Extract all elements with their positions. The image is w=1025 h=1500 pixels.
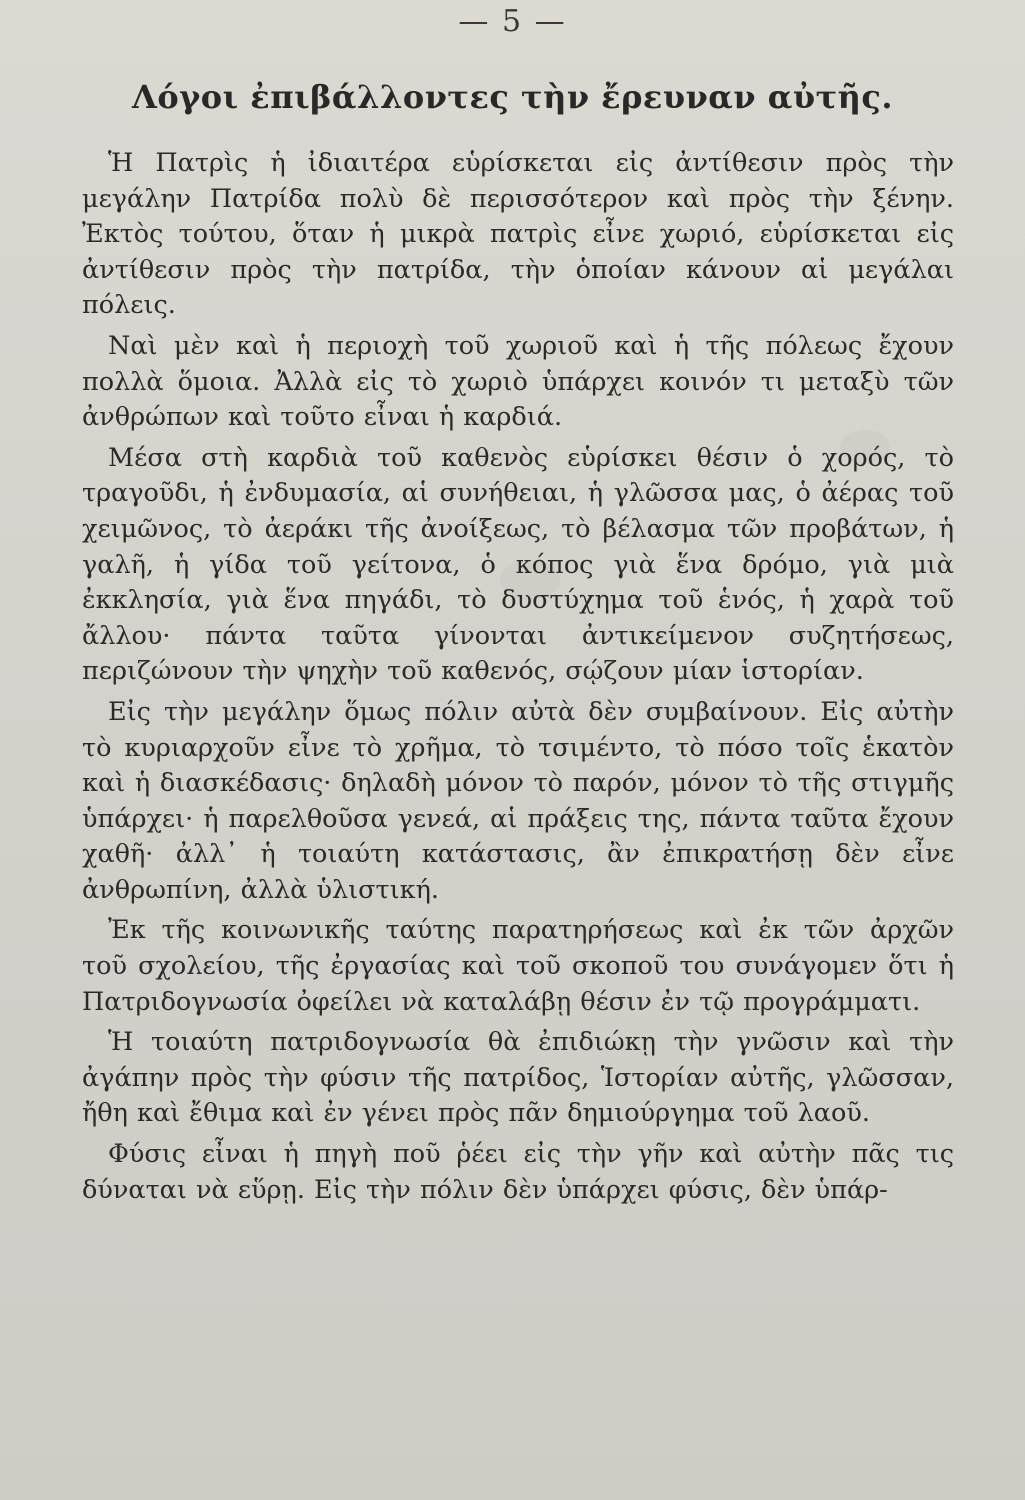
paragraph: Εἰς τὴν μεγάλην ὅμως πόλιν αὐτὰ δὲν συμβαίνουν. Εἰς αὐτὴν τὸ κυριαρχοῦν εἶνε τὸ χρῆμα, τὸ τσιμέντο, τὸ πόσο τοῖς ἑκατὸν καὶ ἡ διασκέδασις· δηλαδὴ μόνον τὸ παρόν, μόνον τὸ τῆς στιγμῆς ὑπάρχει· ἡ παρελθοῦσα γενεά, αἱ πράξεις της, πάντα ταῦτα ἔχουν χαθῆ· ἀλλ᾿ ἡ τοιαύτη κατάστασις, ἂν ἐπικρατήσῃ δὲν εἶνε ἀνθρωπίνη, ἀλλὰ ὑλιστική. — [82, 696, 954, 905]
body-text — [82, 146, 954, 1213]
section-heading: Λόγοι ἐπιβάλλοντες τὴν ἔρευναν αὐτῆς. — [132, 78, 893, 116]
paragraph: Ἡ Πατρὶς ἡ ἰδιαιτέρα εὑρίσκεται εἰς ἀντίθεσιν πρὸς τὴν μεγάλην Πατρίδα πολὺ δὲ περισσότερον καὶ πρὸς τὴν ξένην. Ἐκτὸς τούτου, ὅταν ἡ μικρὰ πατρὶς εἶνε χωριό, εὑρίσκεται εἰς ἀντίθεσιν πρὸς τὴν πατρίδα, τὴν ὁποίαν κάνουν αἱ μεγάλαι πόλεις. — [82, 148, 954, 321]
paragraph: Ναὶ μὲν καὶ ἡ περιοχὴ τοῦ χωριοῦ καὶ ἡ τῆς πόλεως ἔχουν πολλὰ ὅμοια. Ἀλλὰ εἰς τὸ χωριὸ ὑπάρχει κοινόν τι μεταξὺ τῶν ἀνθρώπων καὶ τοῦτο εἶναι ἡ καρδιά. — [82, 330, 954, 433]
page-number: — 5 — — [458, 4, 567, 39]
paragraph: Φύσις εἶναι ἡ πηγὴ ποῦ ῥέει εἰς τὴν γῆν καὶ αὐτὴν πᾶς τις δύναται νὰ εὕρῃ. Εἰς τὴν πόλιν δὲν ὑπάρχει φύσις, δὲν ὑπάρ- — [82, 1139, 954, 1205]
paragraph: Ἐκ τῆς κοινωνικῆς ταύτης παρατηρήσεως καὶ ἐκ τῶν ἀρχῶν τοῦ σχολείου, τῆς ἐργασίας καὶ τοῦ σκοποῦ του συνάγομεν ὅτι ἡ Πατριδογνωσία ὀφείλει νὰ καταλάβῃ θέσιν ἐν τῷ προγράμματι. — [82, 915, 954, 1017]
paragraph: Μέσα στὴ καρδιὰ τοῦ καθενὸς εὑρίσκει θέσιν ὁ χορός, τὸ τραγοῦδι, ἡ ἐνδυμασία, αἱ συνήθειαι, ἡ γλῶσσα μας, ὁ ἀέρας τοῦ χειμῶνος, τὸ ἀεράκι τῆς ἀνοίξεως, τὸ βέλασμα τῶν προβάτων, ἡ γαλῆ, ἡ γίδα τοῦ γείτονα, ὁ κόπος γιὰ ἕνα δρόμο, γιὰ μιὰ ἐκκλησία, γιὰ ἕνα πηγάδι, τὸ δυστύχημα τοῦ ἑνός, ἡ χαρὰ τοῦ ἄλλου· πάντα ταῦτα γίνονται ἀντικείμενον συζητήσεως, περιζώνουν τὴν ψηχὴν τοῦ καθενός, σῴζουν μίαν ἱστορίαν. — [82, 442, 954, 687]
paragraph: Ἡ τοιαύτη πατριδογνωσία θὰ ἐπιδιώκῃ τὴν γνῶσιν καὶ τὴν ἀγάπην πρὸς τὴν φύσιν τῆς πατρίδος, Ἱστορίαν αὐτῆς, γλῶσσαν, ἤθη καὶ ἔθιμα καὶ ἐν γένει πρὸς πᾶν δημιούργημα τοῦ λαοῦ. — [82, 1027, 954, 1129]
